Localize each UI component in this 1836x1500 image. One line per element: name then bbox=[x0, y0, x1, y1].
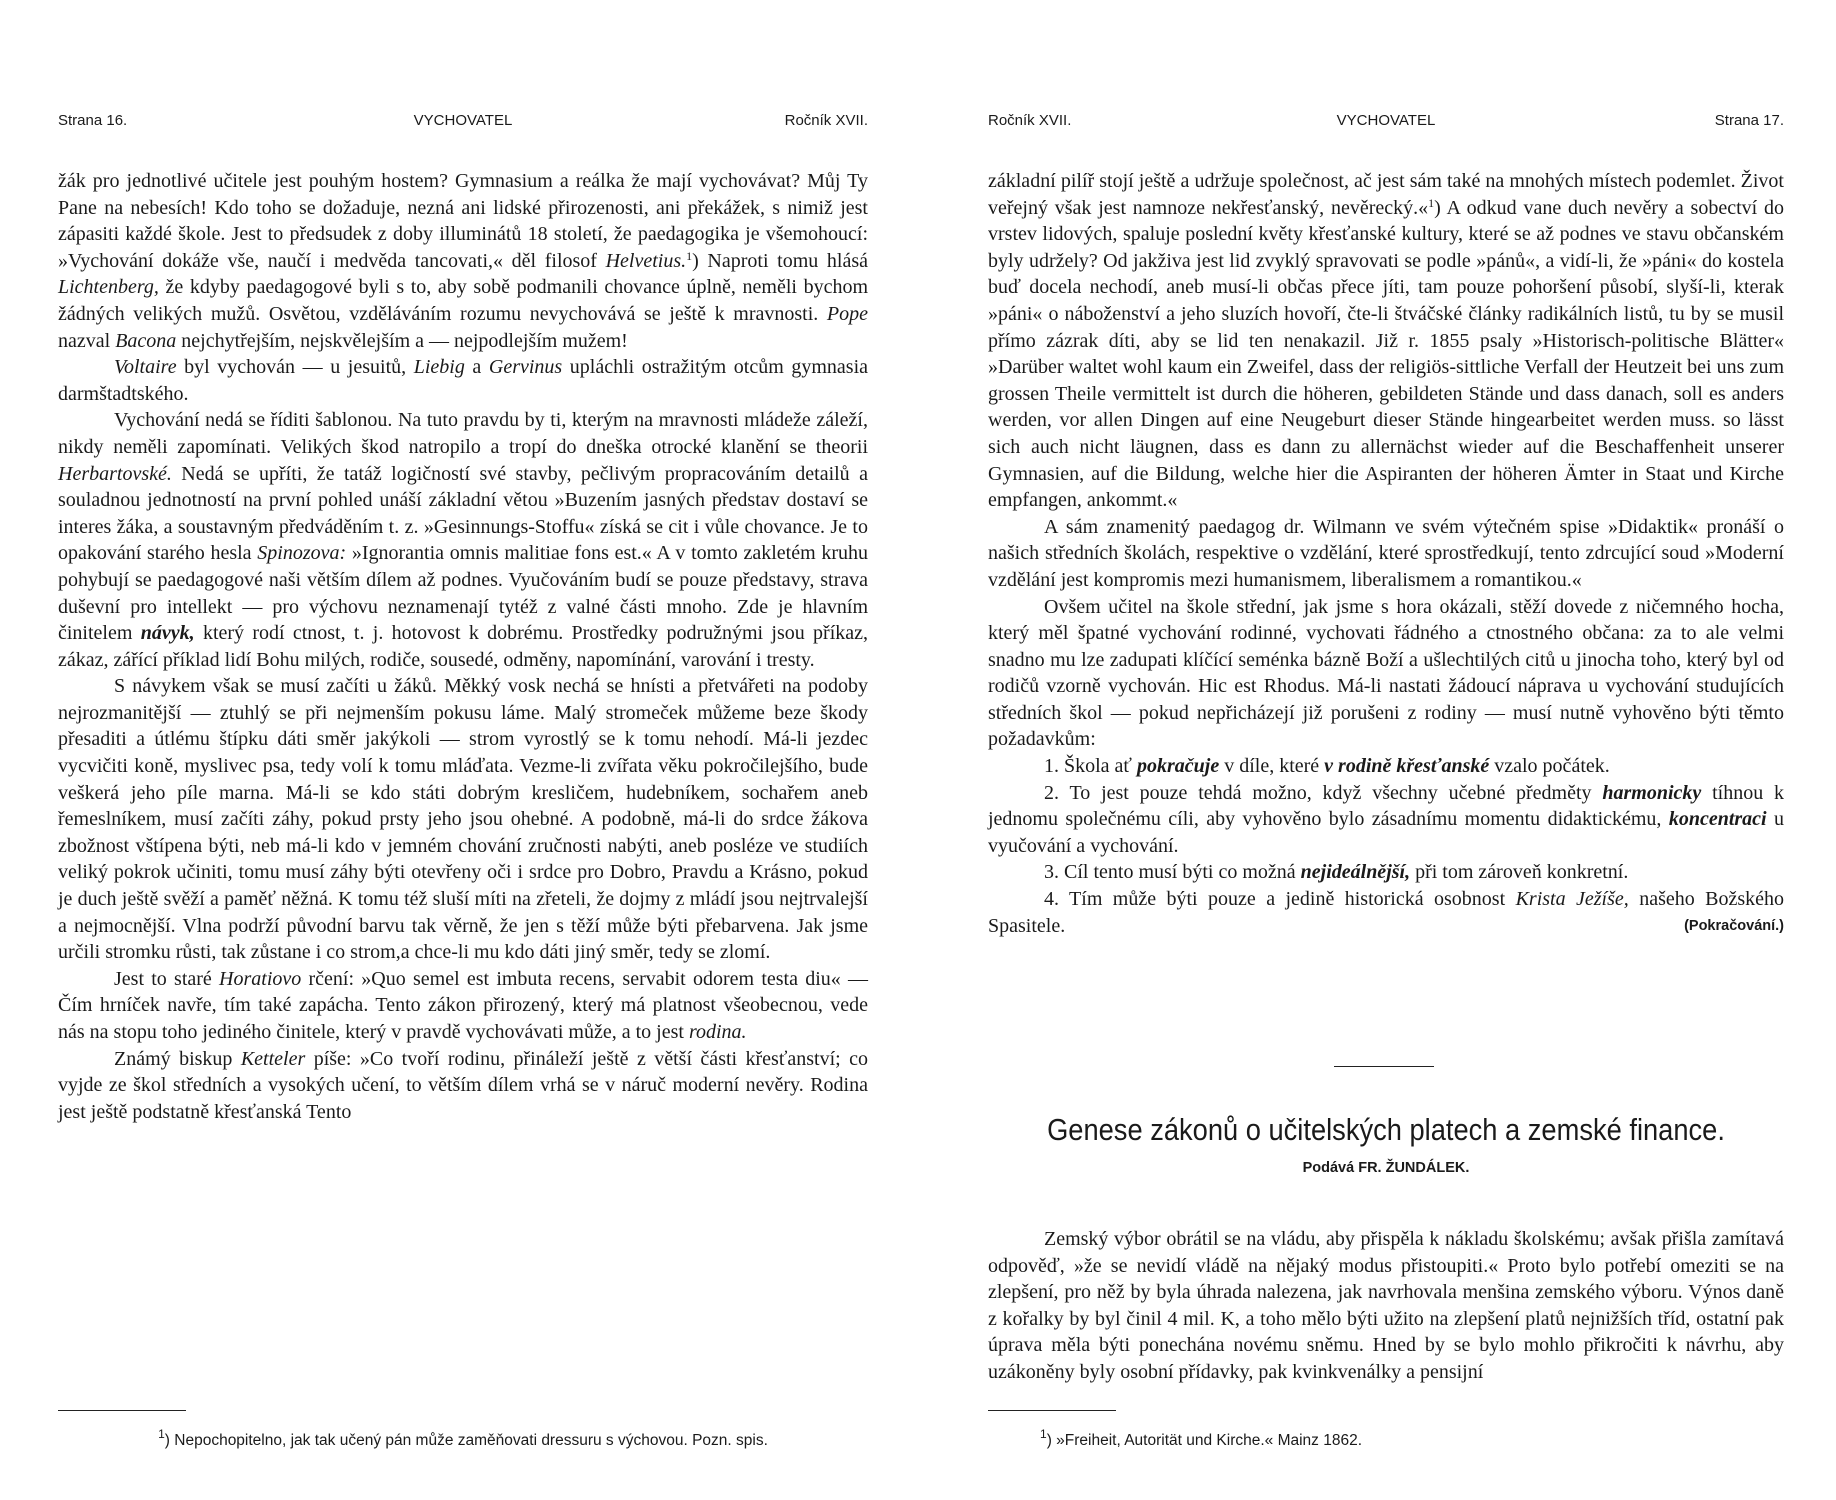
paragraph: Známý biskup Ketteler píše: »Co tvoří rodinu, přináleží ještě z větší části křesťanství; co vyjde ze škol středních a vysokých učení, to větším dílem vrhá se v náruč moderní nevěry. Rodina jest ještě podstatně křesťanská Tento bbox=[58, 1047, 868, 1123]
footnote-rule bbox=[58, 1410, 186, 1411]
volume-label: Ročník XVII. bbox=[784, 112, 868, 129]
right-running-header bbox=[988, 112, 1784, 134]
list-item: 4. Tím může býti pouze a jedině historická osobnost Krista Ježíše, našeho Božského Spasitele. (Pokračování.) bbox=[988, 886, 1784, 939]
continued-note: (Pokračování.) bbox=[1684, 917, 1784, 934]
paragraph: Voltaire byl vychován — u jesuitů, Liebig a Gervinus upláchli ostražitým otcům gymnasia darmštadtského. bbox=[58, 356, 869, 405]
list-item: 3. Cíl tento musí býti co možná nejideálnější, při tom zároveň konkretní. bbox=[1044, 861, 1629, 884]
paragraph: Zemský výbor obrátil se na vládu, aby přispěla k nákladu školskému; avšak přišla zamítavá odpověď, »že se nevidí vládě na nějaký modus přistoupiti.« Proto bylo potřebí omeziti se na zlepšení, pro něž by byla úhrada nalezena, jak navrhovala menšina zemského výboru. Výnos daně z kořalky by byl činil 4 mil. K, a toho mělo býti užito na zlepšení platů nejnižších tříd, ostatní pak úprava měla býti ponechána novému sněmu. Hned by se bylo mohlo přikročiti k návrhu, aby uzákoněny byly osobní přídavky, pak kvinkvenálky a pensijní bbox=[988, 1228, 1784, 1383]
left-page bbox=[58, 0, 868, 1500]
list-item: 1. Škola ať pokračuje v díle, které v rodině křesťanské vzalo počátek. bbox=[1044, 755, 1610, 778]
paragraph: Jest to staré Horatiovo rčení: »Quo semel est imbuta recens, servabit odorem testa diu« — Čím hrníček navře, tím také zapácha. Tento zákon přirozený, který má platnost všeobecnou, vede nás na stopu toho jediného činitele, který v pravdě vychovávati může, a to jest rodina. bbox=[58, 967, 869, 1043]
paragraph: S návykem však se musí začíti u žáků. Měkký vosk nechá se hnísti a přetvářeti na podoby nejrozmanitější — ztuhlý se při nejmenším pokusu láme. Malý stromeček můžeme beze škody přesaditi a útlému štípku dáti směr jakýkoli — strom vyrostlý se k tomu nehodí. Má-li jezdec vycvičiti koně, myslivec psa, tedy volí k tomu mláďata. Vezme-li zvířata věku pokročilejšího, bude veškerá jeho píle marna. Má-li se kdo státi dobrým kresličem, hudebníkem, sochařem aneb řemeslníkem, musí začíti záhy, pokud prsty jeho jsou ohebné. A podobně, má-li do srdce žákova zbožnost vštípena býti, neb má-li kdo v jemném chování zručnosti nabýti, aneb posléze ve studiích veliký pokrok učiniti, tomu musí záhy býti otevřeny oči i srdce pro Dobro, Pravdu a Krásno, pokud je duch ještě svěží a paměť něžná. K tomu též sluší míti na zřeteli, že dojmy z mládí jsou nejtrvalejší a nejmocnější. Vlna podrží původní barvu tak věrně, že jen s těží může býti přebarvena. Jak jsme určili stromku růsti, tak zůstane i co strom,a chce-li mu kdo dáti jiný směr, tedy se zlomí. bbox=[58, 675, 868, 964]
section-divider bbox=[1334, 1066, 1434, 1067]
paragraph: Ovšem učitel na škole střední, jak jsme s hora okázali, stěží dovede z ničemného hocha, který měl špatné vychování rodinné, vychovati řádného a ctnostného občana: za to ale velmi snadno mu lze zadupati klíčící seménka bázně Boží a ušlechtilých citů u jinocha toho, který byl od rodičů vzorně vychován. Hic est Rhodus. Má-li nastati žádoucí náprava u vychování studujících středních škol — pokud nepřicházejí již porušeni z rodiny — musí nutně vyhověno býti těmto požadavkům: bbox=[988, 595, 1784, 751]
footnote: $^1$) Nepochopitelno, jak tak učený pán může zaměňovati dressuru s výchovou. Pozn. spis. bbox=[158, 1427, 768, 1449]
page-number: Strana 16. bbox=[58, 112, 128, 129]
paragraph: žák pro jednotlivé učitele jest pouhým hostem? Gymnasium a reálka že mají vychovávat? Můj Ty Pane na nebesích! Kdo toho se dožaduje, nezná ani lidské přirozenosti, ani překážek, s nimiž jest zápasiti každé škole. Jest to předsudek z doby illuminátů 18 století, že paedagogika je všemohoucí: »Vychování dokáže vše, naučí i medvěda tancovati,« děl filosof Helvetius.$^1$) Naproti tomu hlásá Lichtenberg, že kdyby paedagogové byli s to, aby sobě podmanili chovance úplně, neměli bychom žádných velikých mužů. Osvětou, vzděláváním rozumu nevychovává se ještě k mravnosti. Pope nazval Bacona nejchytřejším, nejskvělejším a — nejpodlejším mužem! bbox=[58, 170, 869, 352]
paragraph: Vychování nedá se říditi šablonou. Na tuto pravdu by ti, kterým na mravnosti mládeže záleží, nikdy neměli zapomínati. Velikých škod natropilo a tropí do dneška otrocké klanění se theorii Herbartovské. Nedá se upříti, že tatáž logičností své stavby, pečlivým propracováním detailů a souladnou jednotností na první pohled unáší základní větou »Buzením jasných představ dostaví se interes žáka, a soustavným předváděním t. z. »Gesinnungs-Stoffu« získá se cit i vůle chovance. Je to opakování starého hesla Spinozova: »Ignorantia omnis malitiae fons est.« A v tomto zakletém kruhu pohybují se paedagogové naši větším dílem až podnes. Vyučováním budí se pouze představy, strava duševní pro intellekt — pro výchovu neznamenají tytéž z valné části mnoho. Zde je hlavním činitelem návyk, který rodí ctnost, t. j. hotovost k dobrému. Prostředky podružnými jsou příkaz, zákaz, zářící příklad lidí Bohu milých, rodiče, sousedé, odměny, napomínání, varování i tresty. bbox=[58, 409, 869, 671]
paragraph: A sám znamenitý paedagog dr. Wilmann ve svém výtečném spise »Didaktik« pronáší o našich středních školách, respektive o vzdělání, které sprostředkují, tento zdrcující soud »Moderní vzdělání jest kompromis mezi humanismem, liberalismem a romantikou.« bbox=[988, 515, 1784, 591]
article-title: Genese zákonů o učitelských platech a zemské finance. bbox=[1047, 1112, 1725, 1147]
volume-label: Ročník XVII. bbox=[988, 112, 1072, 129]
footnote-rule bbox=[988, 1410, 1116, 1411]
list-item: 2. To jest pouze tehdá možno, když všechny učebné předměty harmonicky tíhnou k jednomu společnému cíli, aby vyhověno bylo zásadnímu momentu didaktickému, koncentraci u vyučování a vychování. bbox=[988, 781, 1784, 857]
journal-title: VYCHOVATEL bbox=[1336, 112, 1436, 129]
page-number: Strana 17. bbox=[1714, 112, 1784, 129]
right-body-text bbox=[988, 168, 1784, 939]
right-page bbox=[988, 0, 1784, 1500]
journal-title: VYCHOVATEL bbox=[413, 112, 513, 129]
paragraph: základní pilíř stojí ještě a udržuje společnost, ač jest sám také na mnohých místech podemlet. Život veřejný však jest namnoze nekřesťanský, nevěrecký.«$^1$) A odkud vane duch nevěry a sobectví do vrstev lidových, spaluje poslední květy křesťanské kultury, které se až podnes ve stavu občanském byly udržely? Od jakživa jest lid zvyklý spravovati se podle »pánů«, a vidí-li, že »páni« do kostela buď docela nechodí, aneb musí-li občas přece jíti, tam pouze pohoršení působí, slyší-li, kterak »páni« o náboženství a jeho sluzích hovoří, čte-li štváčské články radikálních listů, tu by se musil přímo zázrak díti, aby se lid ten nenakazil. Již r. 1855 psaly »Historisch-politische Blätter« »Darüber waltet wohl kaum ein Zweifel, dass der religiös-sittliche Verfall der Heutzeit bei uns zum grossen Theile vermittelt ist durch die höheren, gebildeten Stände und dass danach, soll es anders werden, vor allen Dingen auf eine Neugeburt dieser Stände hingearbeitet werden muss. so lässt sich auch nicht läugnen, dass es dann zu allernächst wieder auf die Beschaffenheit unserer Gymnasien, auf die Bildung, welche hier die Aspiranten der höheren Ämter in Staat und Kirche empfangen, ankommt.« bbox=[988, 170, 1784, 512]
left-running-header bbox=[58, 112, 868, 134]
article-byline: Podává FR. ŽUNDÁLEK. bbox=[1302, 1160, 1470, 1176]
article-body bbox=[988, 1226, 1784, 1386]
footnote: $^1$) »Freiheit, Autorität und Kirche.« Mainz 1862. bbox=[1040, 1427, 1363, 1449]
left-body-text bbox=[58, 168, 868, 1125]
